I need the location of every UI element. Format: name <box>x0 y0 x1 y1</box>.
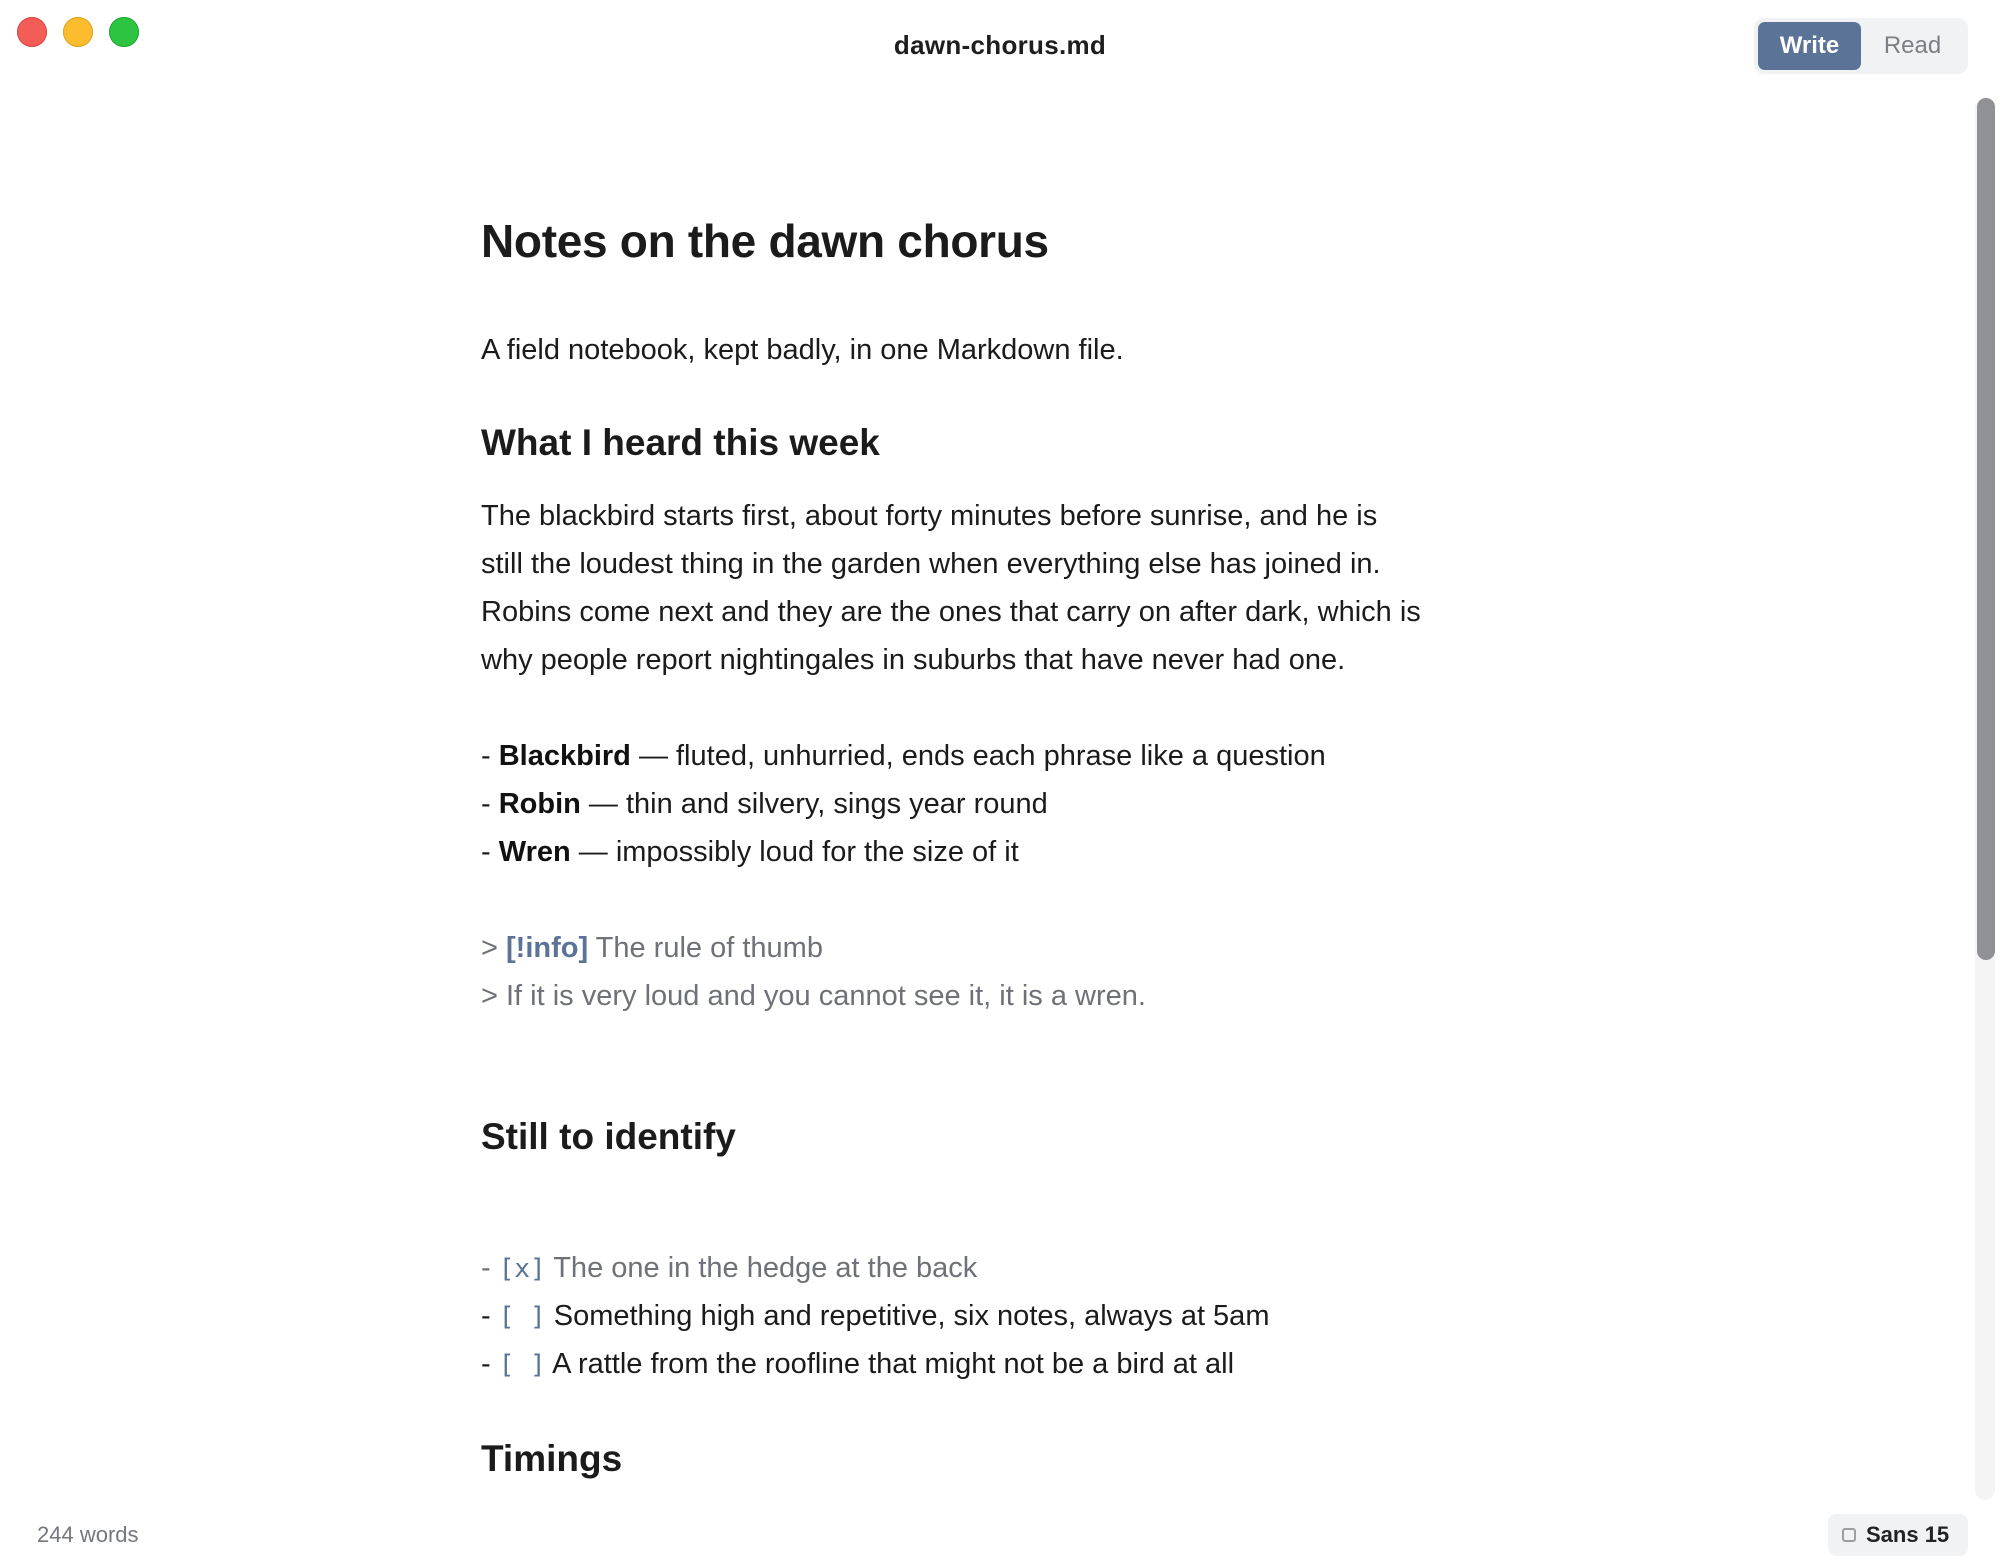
task-checkbox[interactable]: [ ] <box>498 1302 546 1332</box>
read-mode-button[interactable]: Read <box>1883 32 1942 59</box>
task-item[interactable] <box>481 1296 1269 1337</box>
list-marker: - <box>481 836 499 868</box>
bird-list-item <box>481 736 1326 776</box>
bird-description: — thin and silvery, sings year round <box>580 788 1048 820</box>
window-title: dawn-chorus.md <box>893 30 1107 60</box>
paragraph-line: The blackbird starts first, about forty minutes before sunrise, and he is <box>481 500 1378 532</box>
task-text: Something high and repetitive, six notes, always at 5am <box>545 1300 1270 1332</box>
callout-title-line <box>481 928 823 968</box>
task-text: The one in the hedge at the back <box>545 1252 978 1284</box>
callout-title: The rule of thumb <box>588 932 823 964</box>
bird-name: Wren <box>498 836 571 868</box>
bird-name: Blackbird <box>498 740 631 772</box>
task-checkbox[interactable]: [ ] <box>498 1350 546 1380</box>
status-bar <box>0 1500 2000 1560</box>
list-marker: - <box>481 788 499 820</box>
list-marker: - <box>481 1252 499 1284</box>
bird-list-item <box>481 784 1048 824</box>
paragraph-line: why people report nightingales in suburbs that have never had one. <box>481 644 1346 676</box>
scrollbar-thumb[interactable] <box>1977 98 1995 960</box>
quote-marker: > <box>481 932 506 964</box>
paragraph-line: still the loudest thing in the garden when everything else has joined in. <box>481 548 1381 580</box>
word-count: 244 words <box>37 1522 139 1547</box>
font-toggle-icon <box>1842 1528 1856 1542</box>
section-heading-identify: Still to identify <box>481 1116 736 1157</box>
task-checkbox-checked[interactable]: [x] <box>498 1254 546 1284</box>
list-marker: - <box>481 1300 499 1332</box>
list-marker: - <box>481 1348 499 1380</box>
paragraph-line: Robins come next and they are the ones that carry on after dark, which is <box>481 596 1421 628</box>
task-item[interactable] <box>481 1344 1234 1385</box>
mode-switch <box>1754 18 1968 74</box>
font-setting-button[interactable] <box>1828 1514 1968 1556</box>
document-title: Notes on the dawn chorus <box>481 215 1049 267</box>
callout-tag: [!info] <box>506 932 589 964</box>
callout-body: > If it is very loud and you cannot see it, it is a wren. <box>481 980 1146 1012</box>
task-item-done[interactable] <box>481 1248 977 1289</box>
bird-name: Robin <box>498 788 581 820</box>
intro-paragraph: A field notebook, kept badly, in one Markdown file. <box>481 334 1124 366</box>
bird-description: — fluted, unhurried, ends each phrase like a question <box>630 740 1326 772</box>
font-setting-label: Sans 15 <box>1866 1522 1950 1547</box>
list-marker: - <box>481 740 499 772</box>
bird-list-item <box>481 832 1019 872</box>
write-mode-button[interactable]: Write <box>1758 22 1861 70</box>
section-heading-heard: What I heard this week <box>481 422 880 463</box>
task-text: A rattle from the roofline that might not be a bird at all <box>545 1348 1235 1380</box>
bird-description: — impossibly loud for the size of it <box>570 836 1019 868</box>
title-bar <box>0 0 2000 92</box>
section-heading-timings: Timings <box>481 1438 623 1479</box>
